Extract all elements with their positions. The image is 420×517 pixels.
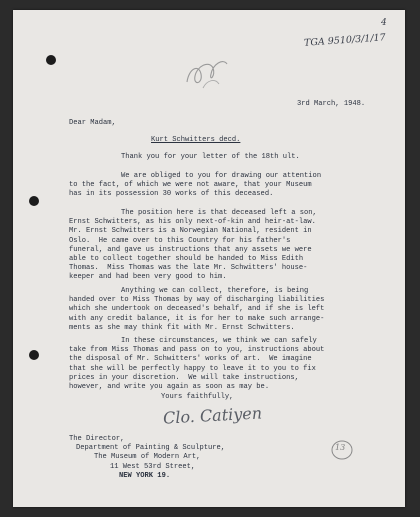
punch-hole-middle <box>29 196 39 206</box>
recipient-address <box>69 435 225 481</box>
paragraph-line: Anything we can collect, therefore, is being <box>121 287 309 295</box>
paragraph-line: has in its possession 30 works of this deceased. <box>69 190 274 199</box>
circled-number: 13 <box>335 443 346 452</box>
paragraph-1 <box>121 153 300 162</box>
paragraph-line: the disposal of Mr. Schwitters' works of art. We imagine <box>69 355 312 364</box>
paragraph-line: funeral, and gave us instructions that any assets we were <box>69 245 312 254</box>
archive-reference: TGA 9510/3/1/17 <box>303 32 387 49</box>
paragraph-3 <box>69 209 317 283</box>
paragraph-line: Ernst Schwitters, as his only next-of-kin and heir-at-law. <box>69 218 316 227</box>
address-line: Department of Painting & Sculpture, <box>76 444 225 453</box>
paragraph-line: to the fact, of which we were not aware, that your Museum <box>69 181 312 190</box>
paragraph-4 <box>69 287 324 333</box>
paragraph-line: able to collect together should be handed to Miss Edith <box>69 255 304 264</box>
paragraph-line: Thank you for your letter of the 18th ult. <box>121 153 300 161</box>
paragraph-line: however, and write you again as soon as may be. <box>69 383 270 392</box>
punch-hole-bottom <box>29 350 39 360</box>
letter-page <box>13 10 405 507</box>
signature: Clo. Catiyen <box>162 403 263 428</box>
salutation: Dear Madam, <box>69 119 116 127</box>
address-line: The Director, <box>69 435 125 443</box>
paragraph-line: that she will be perfectly happy to leave it to you to fix <box>69 364 316 373</box>
paragraph-line: handed over to Miss Thomas by way of discharging liabilities <box>69 296 325 305</box>
paragraph-line: In these circumstances, we think we can safely <box>121 337 317 345</box>
paragraph-line: Oslo. He came over to this Country for his father's <box>69 236 291 245</box>
paragraph-line: We are obliged to you for drawing our attention <box>121 172 322 180</box>
paragraph-line: prices in your discretion. We will take instructions, <box>69 373 299 382</box>
paragraph-line: which she undertook on deceased's behalf, and if she is left <box>69 305 325 314</box>
letter-date: 3rd March, 1948. <box>297 100 366 108</box>
closing: Yours faithfully, <box>161 393 234 401</box>
subject-line: Kurt Schwitters decd. <box>151 136 241 144</box>
paragraph-line: keeper and had been very good to him. <box>69 273 227 282</box>
paragraph-5 <box>69 337 324 392</box>
paragraph-line: Thomas. Miss Thomas was the late Mr. Schwitters' house- <box>69 264 308 273</box>
punch-hole-top <box>46 55 56 65</box>
address-line: The Museum of Modern Art, <box>94 453 201 462</box>
address-line: 11 West 53rd Street, <box>110 462 196 471</box>
paragraph-line: The position here is that deceased left a son, <box>121 209 317 217</box>
pencil-initials-mark <box>183 54 233 90</box>
paragraph-line: with any credit balance, it is for her to make such arrange- <box>69 314 325 323</box>
paragraph-line: ments as she may think fit with Mr. Ernst Schwitters. <box>69 323 295 332</box>
paragraph-line: Mr. Ernst Schwitters is a Norwegian National, resident in <box>69 227 312 236</box>
page-number: 4 <box>381 18 387 28</box>
paragraph-2 <box>69 172 321 200</box>
paragraph-line: take from Miss Thomas and pass on to you, instructions about <box>69 346 325 355</box>
address-line: NEW YORK 19. <box>119 471 171 480</box>
